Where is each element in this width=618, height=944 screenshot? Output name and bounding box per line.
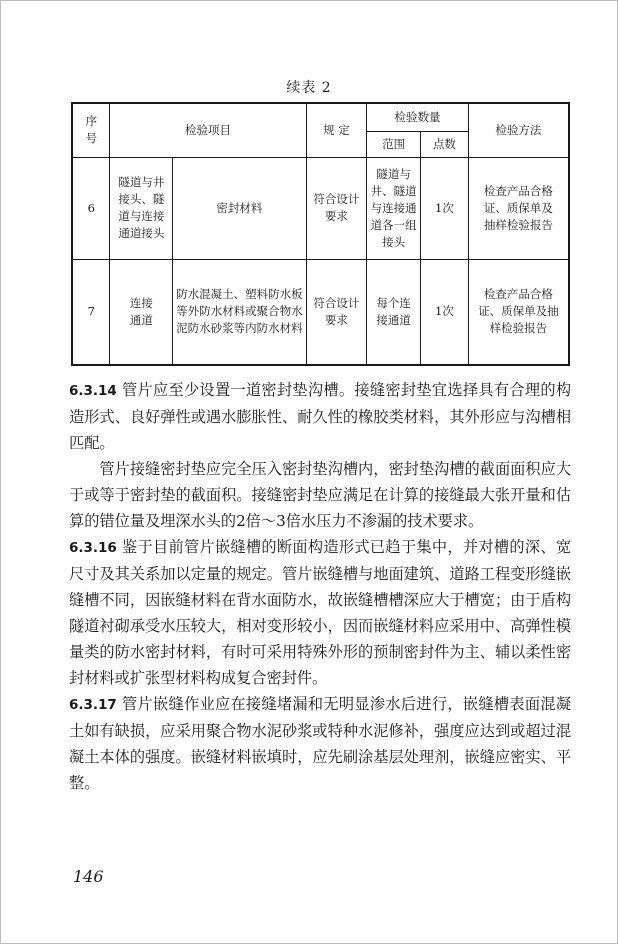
row-method: 检查产品合格证、质保单及抽样检验报告 — [468, 259, 569, 365]
body-text — [69, 377, 571, 796]
row-points: 1次 — [421, 157, 469, 259]
clause-paragraph — [69, 691, 571, 796]
clause-number: 6.3.14 — [69, 383, 117, 399]
row-seq: 7 — [72, 259, 110, 365]
clause-paragraph — [69, 377, 571, 456]
header-item: 检验项目 — [110, 103, 306, 157]
row-item-sub: 密封材料 — [173, 157, 306, 259]
row-range: 隧道与井、隧道与连接通道各一组接头 — [367, 157, 421, 259]
table-row — [72, 259, 569, 365]
inspection-table — [71, 102, 570, 366]
header-rule: 规 定 — [306, 103, 367, 157]
clause-text: 鉴于目前管片嵌缝槽的断面构造形式已趋于集中，并对槽的深、宽尺寸及其关系加以定量的规定。管片嵌缝槽与地面建筑、道路工程变形缝嵌缝槽不同，因嵌缝材料在背水面防水，故嵌缝槽槽深应大于槽宽；由于盾构隧道衬砌承受水压较大，相对变形较小，因而嵌缝材料应采用中、高弹性模量类的防水密封材料，有时可采用特殊外形的预制密封件为主、辅以柔性密封材料或扩张型材料构成复合密封件。 — [69, 538, 572, 687]
row-rule: 符合设计要求 — [306, 157, 367, 259]
clause-paragraph — [69, 534, 571, 691]
clause-number: 6.3.17 — [69, 697, 117, 713]
row-item-sub: 防水混凝土、塑料防水板等外防水材料或聚合物水泥防水砂浆等内防水材料 — [173, 259, 306, 365]
header-qty: 检验数量 — [367, 103, 469, 131]
header-method: 检验方法 — [468, 103, 569, 157]
clause-number: 6.3.16 — [69, 540, 117, 556]
table-caption: 续表 2 — [286, 80, 332, 96]
page-number: 146 — [73, 867, 104, 886]
clause-text: 管片嵌缝作业应在接缝堵漏和无明显渗水后进行，嵌缝槽表面混凝土如有缺损，应采用聚合物水泥砂浆或特种水泥修补，强度应达到或超过混凝土本体的强度。嵌缝材料嵌填时，应先刷涂基层处理剂，嵌缝应密实、平整。 — [69, 695, 572, 792]
header-points: 点数 — [421, 131, 469, 157]
row-method: 检查产品合格证、质保单及抽样检验报告 — [468, 157, 569, 259]
row-item-main: 隧道与井接头、隧道与连接通道接头 — [110, 157, 173, 259]
row-item-main: 连接通道 — [110, 259, 173, 365]
row-range: 每个连接通道 — [367, 259, 421, 365]
table-row — [72, 157, 569, 259]
clause-text: 管片接缝密封垫应完全压入密封垫沟槽内，密封垫沟槽的截面面积应大于或等于密封垫的截面积。接缝密封垫应满足在计算的接缝最大张开量和估算的错位量及埋深水头的2倍～3倍水压力不渗漏的技术要求。 — [69, 460, 571, 530]
header-range: 范围 — [367, 131, 421, 157]
row-points: 1次 — [421, 259, 469, 365]
header-seq: 序号 — [72, 103, 110, 157]
row-rule: 符合设计要求 — [306, 259, 367, 365]
row-seq: 6 — [72, 157, 110, 259]
clause-paragraph — [69, 456, 571, 534]
clause-text: 管片应至少设置一道密封垫沟槽。接缝密封垫宜选择具有合理的构造形式、良好弹性或遇水膨胀性、耐久性的橡胶类材料，其外形应与沟槽相匹配。 — [69, 381, 572, 452]
table-header-row — [72, 103, 569, 131]
